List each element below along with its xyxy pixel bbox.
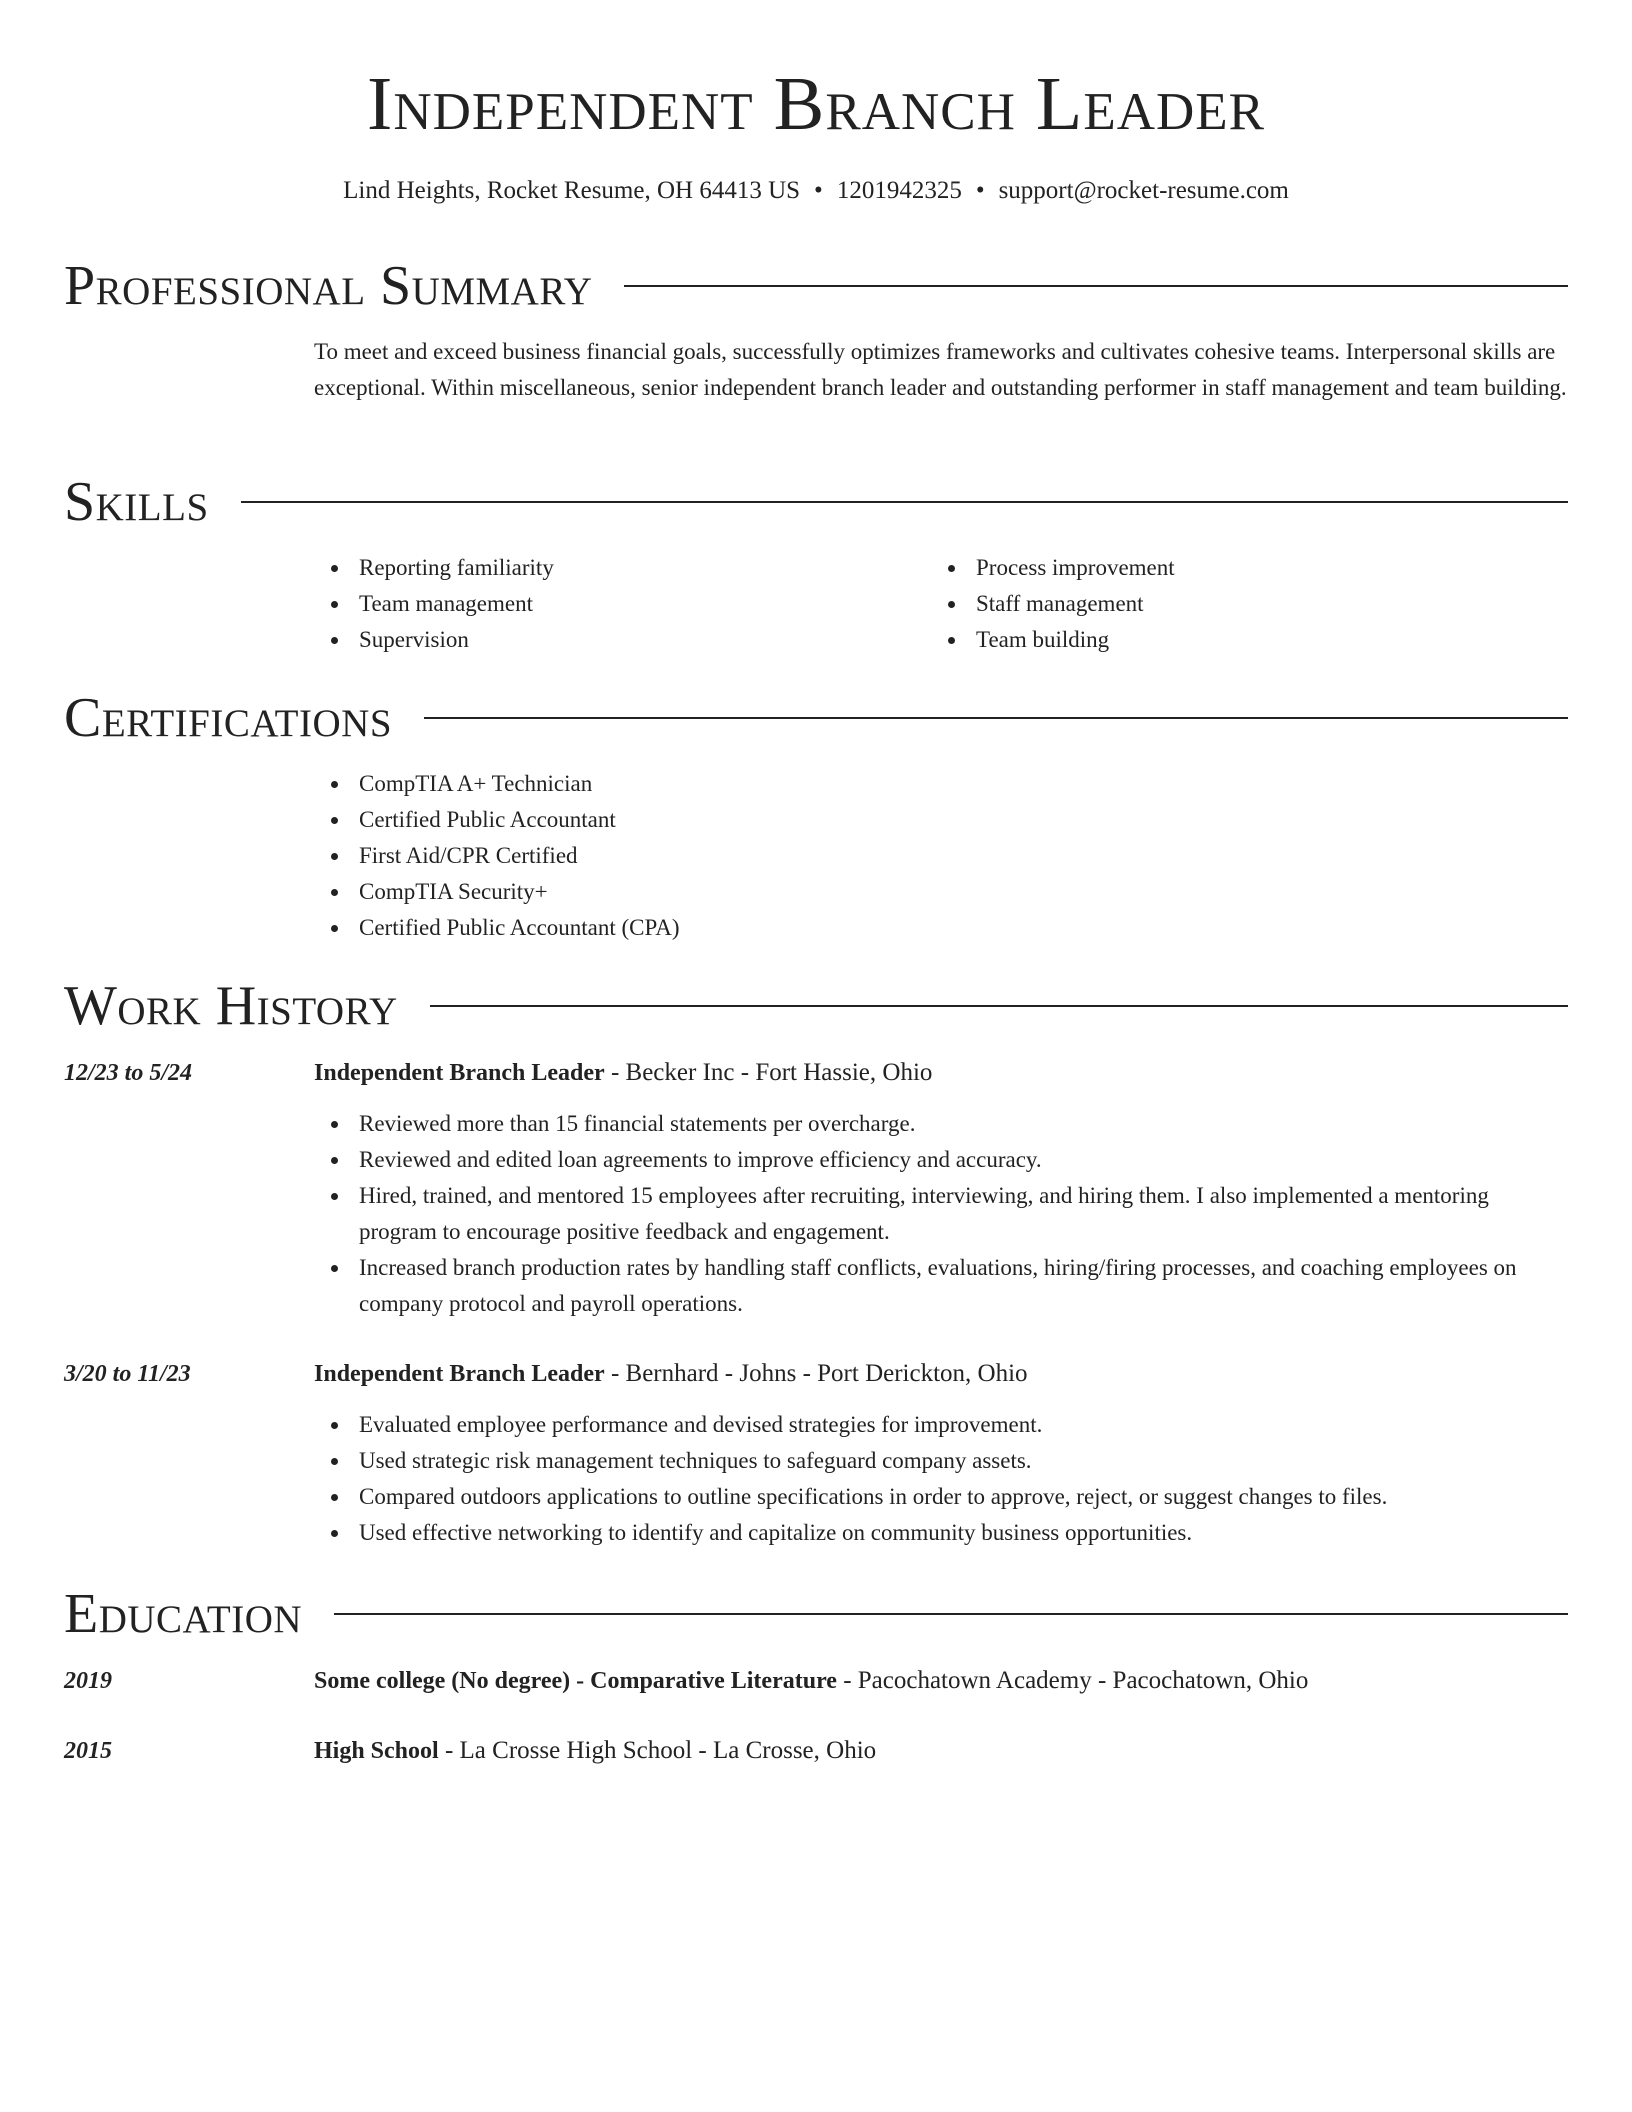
skill-item: Staff management [931, 586, 1548, 622]
job-bullet: Used strategic risk management techniques to safeguard company assets. [314, 1443, 1568, 1479]
section-divider [624, 285, 1568, 287]
certification-item: Certified Public Accountant [314, 802, 1568, 838]
job-heading [314, 1055, 1568, 1091]
contact-address: Lind Heights, Rocket Resume, OH 64413 US [343, 177, 801, 204]
contact-email: support@rocket-resume.com [998, 177, 1289, 204]
section-header-education [64, 1579, 1568, 1649]
resume-name: Independent Branch Leader [367, 62, 1265, 146]
contact-phone: 1201942325 [836, 177, 962, 204]
education-entry [314, 1663, 1568, 1699]
section-divider [430, 1005, 1568, 1007]
section-header-summary [64, 251, 1568, 321]
section-title: Education [64, 1583, 303, 1645]
job-dates: 3/20 to 11/23 [64, 1361, 191, 1387]
job-bullet: Used effective networking to identify and capitalize on community business opportunities. [314, 1515, 1568, 1551]
section-title: Professional Summary [64, 255, 593, 317]
job-bullet: Evaluated employee performance and devised strategies for improvement. [314, 1407, 1568, 1443]
education-year: 2019 [64, 1668, 112, 1694]
skill-item: Reporting familiarity [314, 550, 931, 586]
section-header-certifications [64, 683, 1568, 753]
contact-separator: • [814, 177, 823, 204]
job-bullet: Increased branch production rates by handling staff conflicts, evaluations, hiring/firing processes, and coaching employees on company protocol and payroll operations. [314, 1250, 1568, 1322]
section-divider [241, 501, 1568, 503]
section-title: Certifications [64, 687, 393, 749]
certifications-list [314, 766, 1568, 946]
certification-item: CompTIA Security+ [314, 874, 1568, 910]
contact-separator: • [975, 177, 985, 204]
education-year: 2015 [64, 1738, 112, 1764]
section-divider [424, 717, 1568, 719]
job-heading [314, 1356, 1568, 1392]
skill-item: Team building [931, 622, 1548, 658]
certification-item: First Aid/CPR Certified [314, 838, 1568, 874]
skill-item: Team management [314, 586, 931, 622]
certification-item: Certified Public Accountant (CPA) [314, 910, 1568, 946]
summary-text: To meet and exceed business financial goals, successfully optimizes frameworks and cultivates cohesive teams. Interpersonal skills are exceptional. Within miscellaneous, senior independent branch leader and outstanding performer in staff management and team building. [314, 339, 1567, 400]
job-bullet: Reviewed and edited loan agreements to improve efficiency and accuracy. [314, 1142, 1568, 1178]
skills-list [314, 550, 1568, 658]
job-entry [314, 1356, 1568, 1551]
section-divider [334, 1613, 1568, 1615]
education-degree: High School [314, 1738, 439, 1764]
job-bullet: Compared outdoors applications to outline specifications in order to approve, reject, or suggest changes to files. [314, 1479, 1568, 1515]
job-employer: - Becker Inc - Fort Hassie, Ohio [604, 1059, 933, 1086]
job-employer: - Bernhard - Johns - Port Derickton, Ohio [604, 1360, 1028, 1387]
certification-item: CompTIA A+ Technician [314, 766, 1568, 802]
section-header-skills [64, 467, 1568, 537]
contact-line [0, 174, 1632, 208]
skill-item: Process improvement [931, 550, 1548, 586]
education-entry [314, 1733, 1568, 1769]
skills-column-left [314, 550, 931, 658]
job-bullet: Hired, trained, and mentored 15 employees after recruiting, interviewing, and hiring them. I also implemented a mentoring program to encourage positive feedback and engagement. [314, 1178, 1568, 1250]
section-title: Skills [64, 471, 209, 533]
skill-item: Supervision [314, 622, 931, 658]
job-bullets [314, 1407, 1568, 1551]
job-bullets [314, 1106, 1568, 1322]
job-title: Independent Branch Leader [314, 1060, 605, 1086]
job-title: Independent Branch Leader [314, 1361, 605, 1387]
job-entry [314, 1055, 1568, 1322]
job-dates: 12/23 to 5/24 [64, 1060, 193, 1086]
skills-column-right [931, 550, 1548, 658]
education-school: - Pacochatown Academy - Pacochatown, Ohio [836, 1667, 1309, 1694]
section-header-work-history [64, 971, 1568, 1041]
education-degree: Some college (No degree) - Comparative Literature [314, 1668, 837, 1694]
job-bullet: Reviewed more than 15 financial statements per overcharge. [314, 1106, 1568, 1142]
section-title: Work History [64, 975, 398, 1037]
education-school: - La Crosse High School - La Crosse, Ohio [438, 1737, 877, 1764]
